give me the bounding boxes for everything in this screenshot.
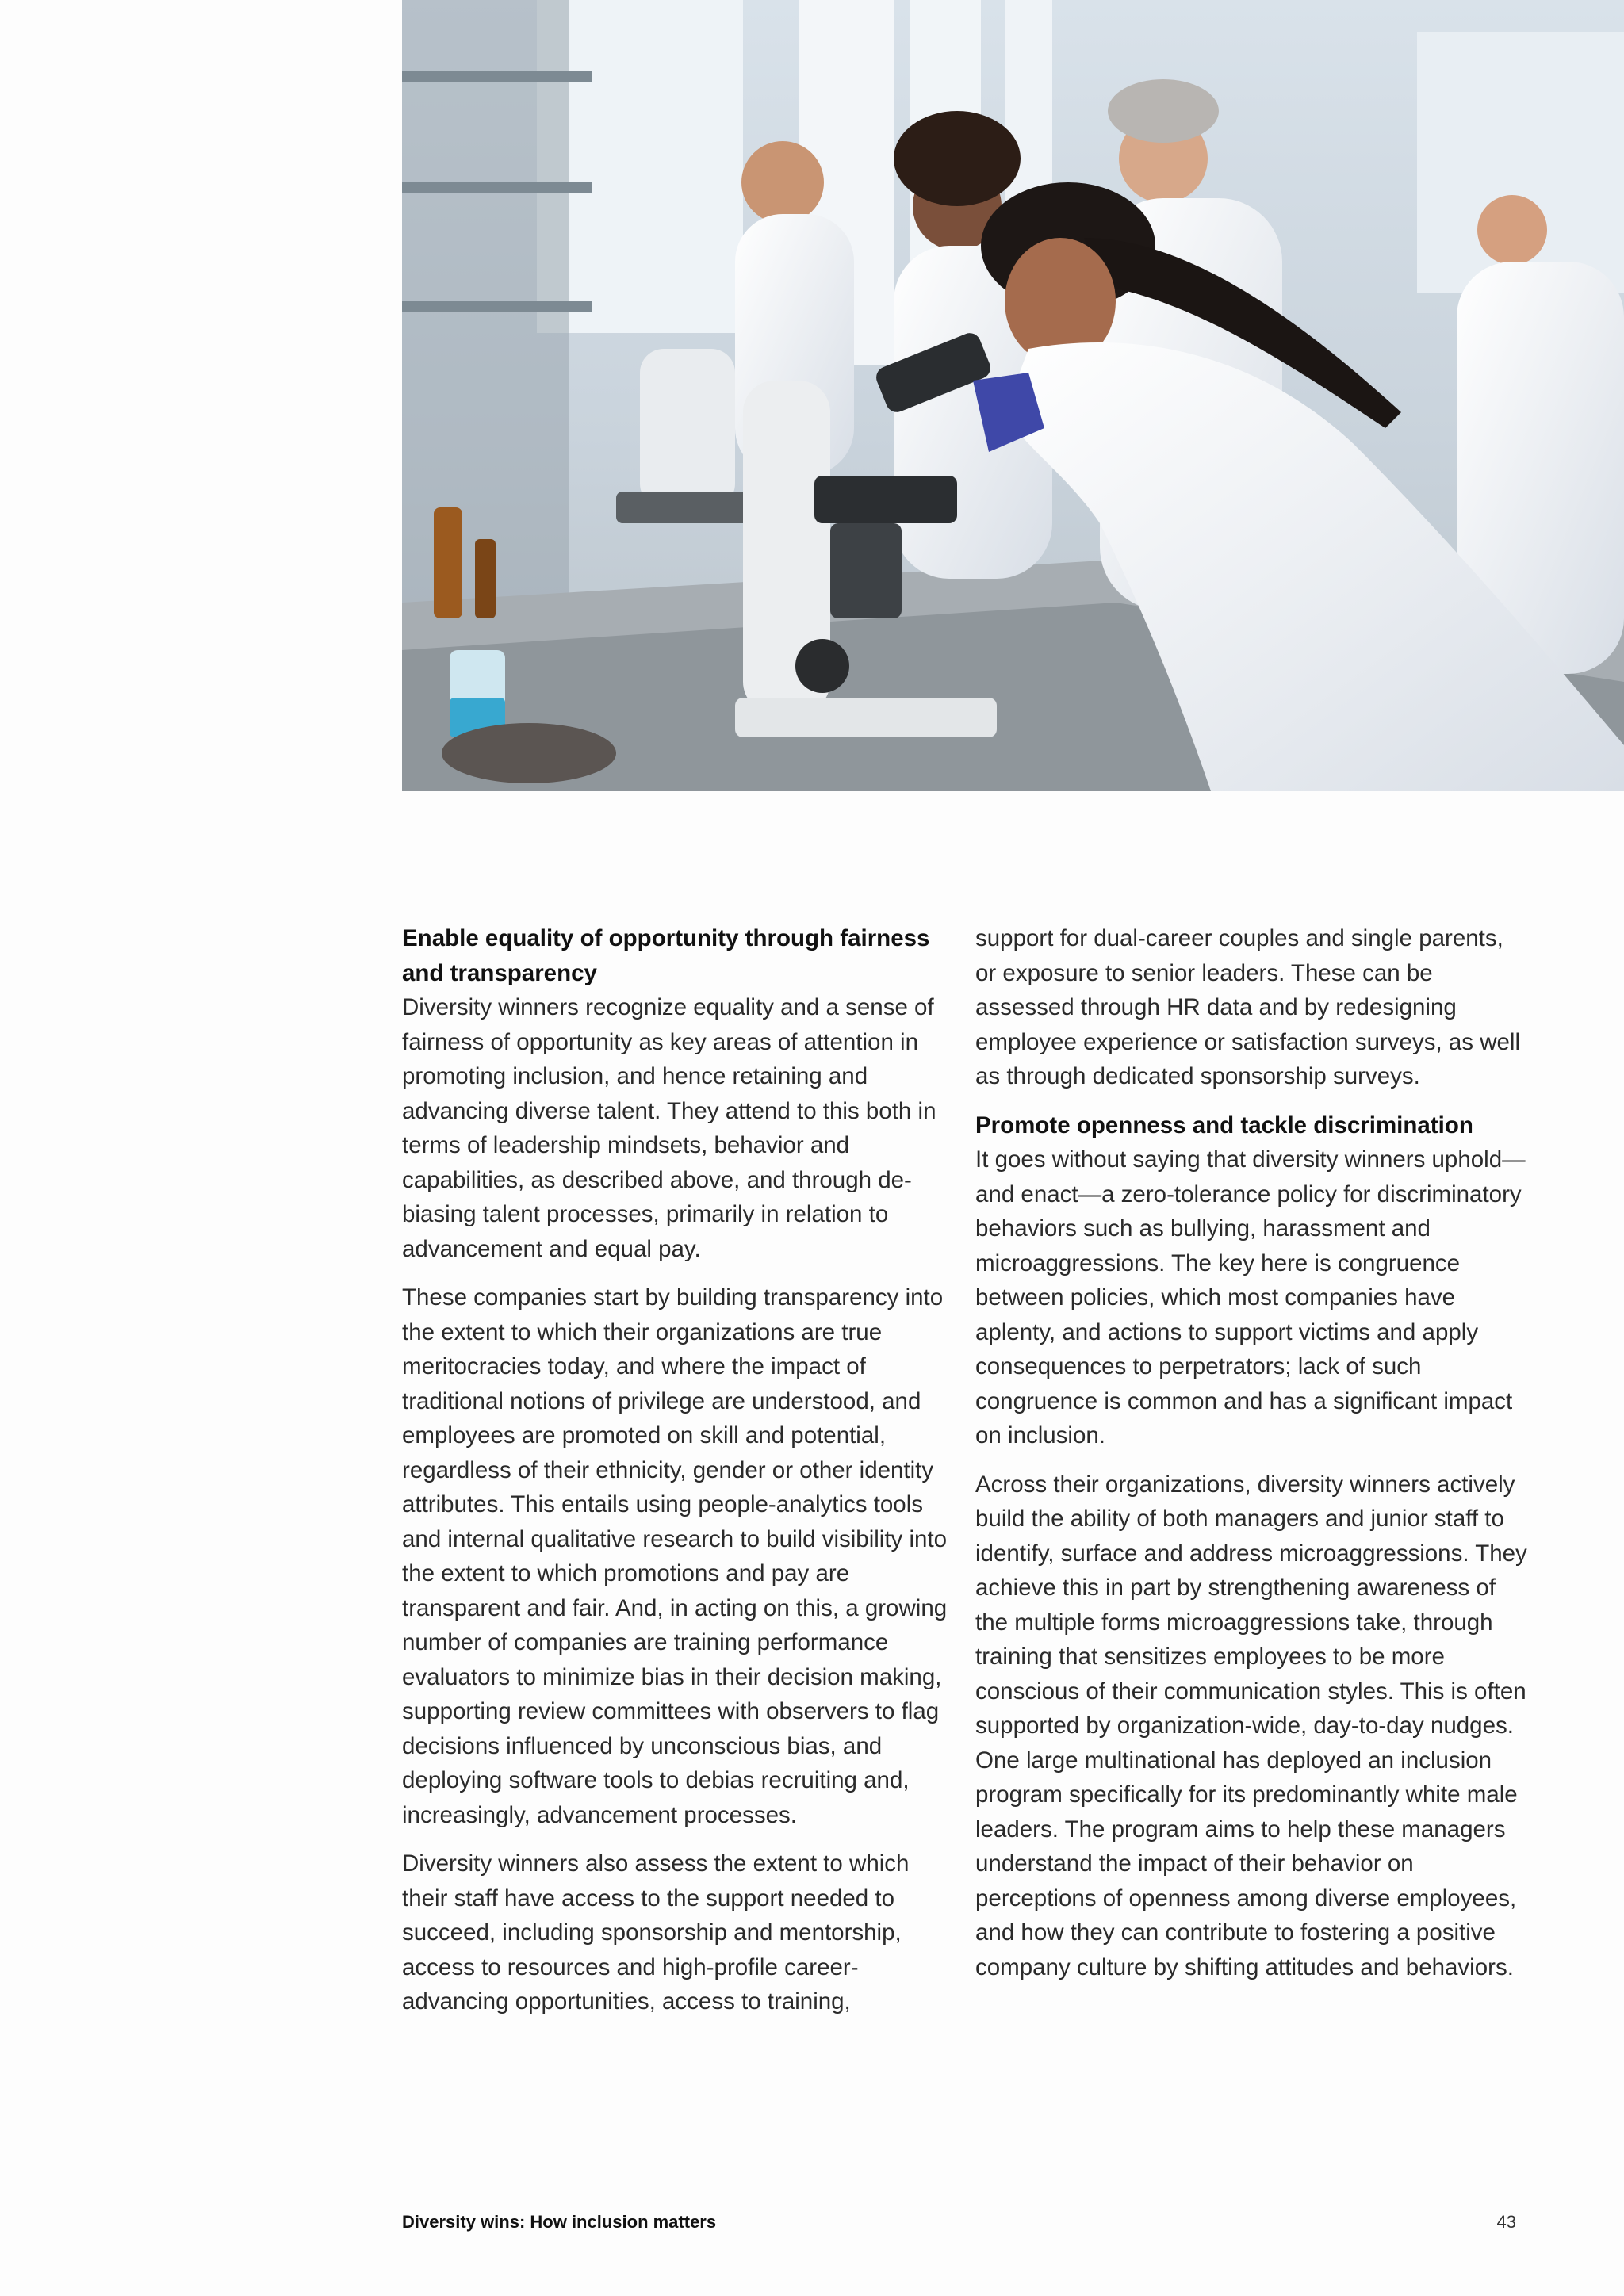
paragraph: Diversity winners also assess the extent to which their staff have access to the support needed to succeed, including sponsorship and mentorship, access to resources and high-profile career-advancing opportunities, access to training, (402, 1850, 910, 2015)
paragraph: These companies start by building transparency into the extent to which their organizations are true meritocracies today, and where the impact of traditional notions of privilege are understood, and employees are promoted on skill and potential, regardless of their ethnicity, gender or other identity attributes. This entails using people-analytics tools and internal qualitative research to build visibility into the extent to which promotions and pay are transparent and fair. And, in acting on this, a growing number of companies are training performance evaluators to minimize bias in their decision making, supporting review committees with observers to flag decisions influenced by unconscious bias, and deploying software tools to debias recruiting and, increasingly, advancement processes. (402, 1284, 948, 1828)
left-column (402, 921, 949, 2034)
photo-lab-scientists-microscope-icon (402, 0, 1624, 791)
section-heading-equality: Enable equality of opportunity through fairness and transparency (402, 925, 930, 986)
section-heading-openness: Promote openness and tackle discrimination (975, 1112, 1473, 1138)
footer-title: Diversity wins: How inclusion matters (402, 2212, 717, 2232)
paragraph: One large multinational has deployed an inclusion program specifically for its predominantly white male leaders. The program aims to help these managers understand the impact of their behavior on perceptions of openness among diverse employees, and how they can contribute to fostering a positive company culture by shifting attitudes and behaviors. (975, 1747, 1518, 1980)
paragraph: Across their organizations, diversity winners actively build the ability of both managers and junior staff to identify, surface and address microaggressions. They achieve this in part by strengthening awareness of the multiple forms microaggressions take, through training that sensitizes employees to be more conscious of their communication styles. This is often supported by organization-wide, day-to-day nudges. (975, 1471, 1527, 1739)
paragraph: Diversity winners recognize equality and a sense of fairness of opportunity as key areas of attention in promoting inclusion, and hence retaining and advancing diverse talent. They attend to this both in terms of leadership mindsets, behavior and capabilities, as described above, and through de-biasing talent processes, primarily in relation to advancement and equal pay. (402, 994, 936, 1262)
right-column (975, 921, 1530, 1999)
lab-photo (402, 0, 1624, 791)
paragraph: It goes without saying that diversity winners uphold—and enact—a zero-tolerance policy for discriminatory behaviors such as bullying, harassment and microaggressions. The key here is congruence between policies, which most companies have aplenty, and actions to support victims and apply consequences to perpetrators; lack of such congruence is common and has a significant impact on inclusion. (975, 1146, 1526, 1448)
paragraph-continuation: support for dual-career couples and single parents, or exposure to senior leaders. These can be assessed through HR data and by redesigning employee experience or satisfaction surveys, as well as through dedicated sponsorship surveys. (975, 925, 1521, 1089)
page-number: 43 (1496, 2212, 1516, 2232)
